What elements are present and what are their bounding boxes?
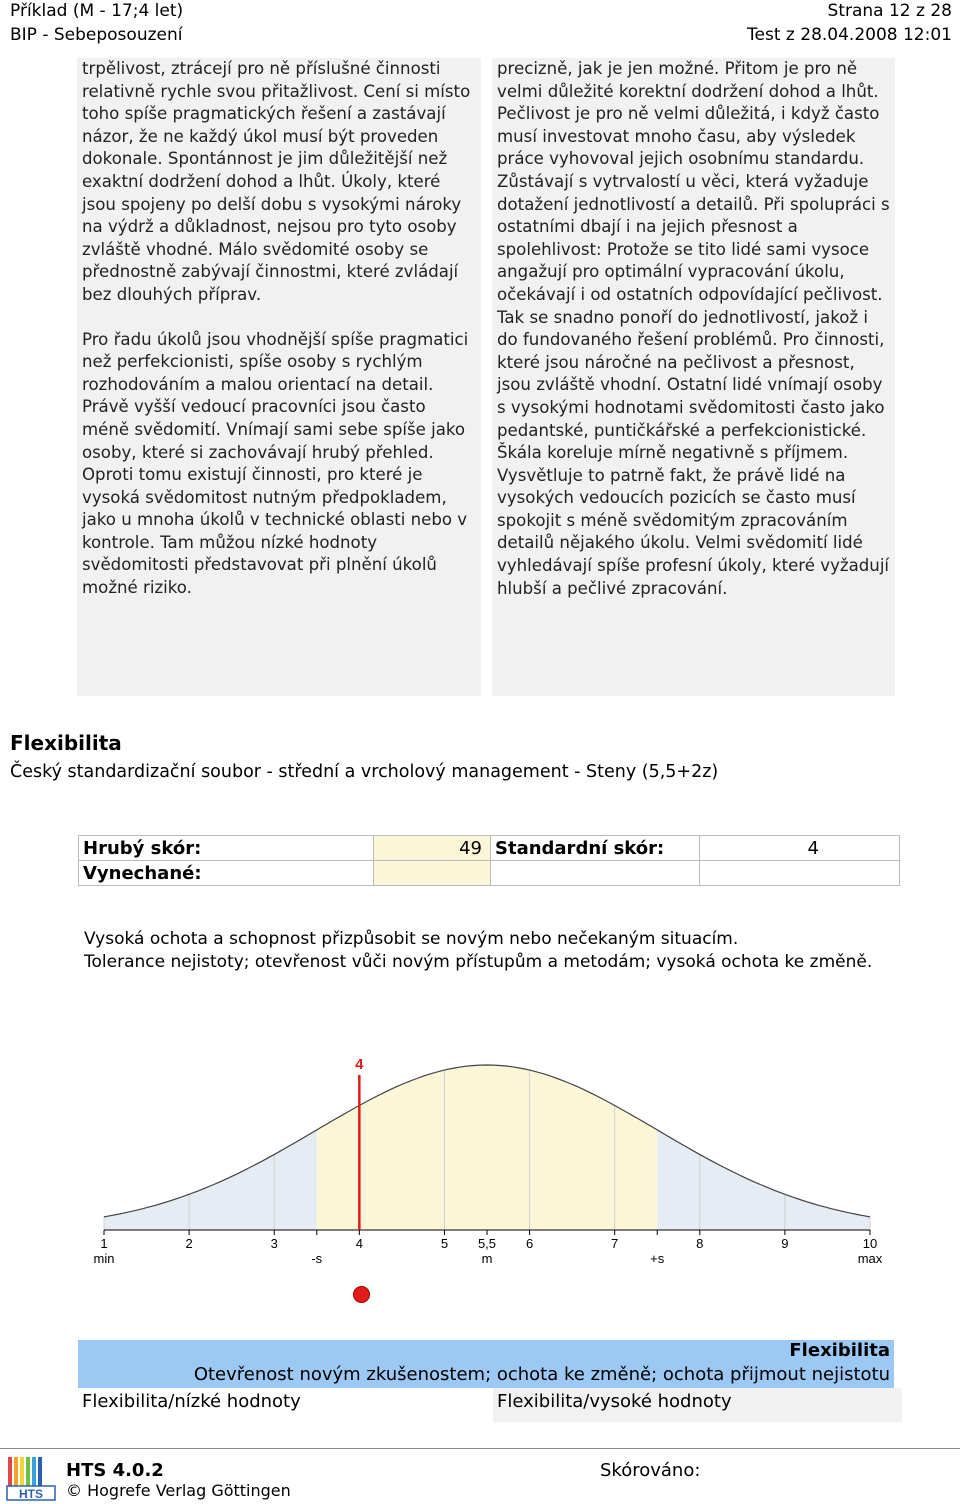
hts-logo <box>6 1454 58 1502</box>
legend-high-label: Flexibilita/vysoké hodnoty <box>493 1388 902 1422</box>
x-tick-sublabel: +s <box>650 1251 665 1266</box>
score-dot-marker <box>353 1286 370 1303</box>
score-marker-label: 4 <box>355 1056 364 1073</box>
empty-cell <box>700 861 900 886</box>
scale-description <box>84 928 899 973</box>
description-line-1: Vysoká ochota a schopnost přizpůsobit se novým nebo nečekaným situacím. <box>84 929 739 949</box>
x-tick-label: 8 <box>696 1236 704 1251</box>
legend-title: Flexibilita <box>789 1340 890 1361</box>
raw-score-value: 49 <box>374 836 491 861</box>
scale-legend-header <box>78 1340 894 1388</box>
normal-distribution-chart <box>0 1040 960 1280</box>
curve-area-right-tail <box>657 1130 870 1230</box>
hts-logo-text: HTS <box>19 1487 43 1501</box>
x-tick-label: 5,5 <box>477 1236 497 1251</box>
low-score-paragraph-2: Pro řadu úkolů jsou vhodnější spíše pragmatici než perfekcionisti, spíše osoby s rychlým rozhodováním a malou orientací na detail. Právě vyšší vedoucí pracovníci jsou často méně svědomití. Vnímají sami sebe spíše jako osoby, které si zachovávají hrubý přehled. Oproti tomu existují činnosti, pro které je vysoká svědomitost nutným předpokladem, jako u mnoha úkolů v technické oblasti nebo v kontrole. Tam můžou nízké hodnoty svědomitosti představovat při plnění úkolů možné riziko. <box>82 329 469 598</box>
x-tick-label: 9 <box>781 1236 789 1251</box>
norm-sample-subtitle: Český standardizační soubor - střední a vrcholový management - Steny (5,5+2z) <box>10 762 719 782</box>
software-version: HTS 4.0.2 <box>66 1460 164 1481</box>
x-tick-label: 2 <box>185 1236 193 1251</box>
x-tick-label: 3 <box>270 1236 278 1251</box>
high-score-text-panel <box>492 58 895 696</box>
standard-score-value: 4 <box>700 836 900 861</box>
x-tick-label: 4 <box>355 1236 363 1251</box>
page-number: Strana 12 z 28 <box>827 1 952 21</box>
x-tick-label: 7 <box>611 1236 619 1251</box>
x-tick-sublabel: max <box>857 1251 883 1266</box>
x-tick-label: 5 <box>440 1236 449 1251</box>
low-score-paragraph-1: trpělivost, ztrácejí pro ně příslušné činnosti relativně rychle svou přitažlivost. Cení si místo toho spíše pragmatických řešení a zastávají názor, že ne každý úkol musí být proveden dokonale. Spontánnost je jim důležitější než exaktní dodržení dohod a lhůt. Úkoly, které jsou spojeny po delší dobu s vysokými nároky na výdrž a důkladnost, nejsou pro tyto osoby zvláště vhodné. Málo svědomité osoby se přednostně zabývají činnostmi, které zvládají bez dlouhých příprav. <box>82 59 471 304</box>
high-score-paragraph-1: precizně, jak je jen možné. Přitom je pro ně velmi důležité korektní dodržení dohod a lhůt. Pečlivost je pro ně velmi důležitá, i když často musí investovat mnoho času, aby výsledek práce vyhovoval jejich osobnímu standardu. Zůstávají s vytrvalostí u věci, která vyžaduje dotažení jednotlivostí a detailů. Při spolupráci s ostatními dbají i na jejich přesnost a spolehlivost: Protože se tito lidé sami vysoce angažují pro optimální vypracování úkolu, očekávají i od ostatních odpovídající pečlivost. Tak se snadno ponoří do jednotlivostí, jakož i do fundovaného řešení problémů. Pro činnosti, které jsou náročné na pečlivost a přesnost, jsou zvláště vhodní. Ostatní lidé vnímají osoby s vysokými hodnotami svědomitosti často jako pedantské, puntičkářské a perfekcionistické. Škála koreluje mírně negativně s příjmem. Vysvětluje to patrně fakt, že právě lidé na vysokých vedoucích pozicích se často musí spokojit s méně svědomitým zpracováním detailů nějakého úkolu. Velmi svědomití lidé vyhledávají spíše profesní úkoly, které vyžadují hlubší a pečlivé zpracování. <box>497 59 890 598</box>
empty-cell <box>491 861 700 886</box>
legend-description: Otevřenost novým zkušenostem; ochota ke změně; ochota přijmout nejistotu <box>193 1364 890 1385</box>
x-tick-label: 10 <box>862 1236 878 1251</box>
description-line-2: Tolerance nejistoty; otevřenost vůči novým přístupům a metodám; vysoká ochota ke změně. <box>84 951 873 972</box>
legend-low-label: Flexibilita/nízké hodnoty <box>78 1388 487 1422</box>
x-tick-sublabel: -s <box>311 1251 323 1266</box>
copyright: © Hogrefe Verlag Göttingen <box>66 1481 291 1500</box>
score-table <box>78 835 900 886</box>
section-title: Flexibilita <box>10 731 122 755</box>
curve-area-middle <box>317 1065 657 1230</box>
missing-label: Vynechané: <box>79 861 374 886</box>
raw-score-label: Hrubý skór: <box>79 836 374 861</box>
curve-area-left-tail <box>104 1130 317 1230</box>
report-test-name: BIP - Sebeposouzení <box>10 25 183 45</box>
missing-value <box>374 861 491 886</box>
footer-divider <box>0 1448 960 1449</box>
x-tick-label: 1 <box>100 1236 108 1251</box>
standard-score-label: Standardní skór: <box>491 836 700 861</box>
low-score-text-panel <box>77 58 481 696</box>
score-row-1 <box>79 836 900 861</box>
report-person-title: Příklad (M - 17;4 let) <box>10 1 184 21</box>
x-tick-sublabel: m <box>481 1251 493 1266</box>
score-row-2 <box>79 861 900 886</box>
scored-by-label: Skórováno: <box>600 1460 701 1481</box>
x-tick-sublabel: min <box>93 1251 115 1266</box>
test-date: Test z 28.04.2008 12:01 <box>747 25 952 45</box>
x-tick-label: 6 <box>525 1236 534 1251</box>
